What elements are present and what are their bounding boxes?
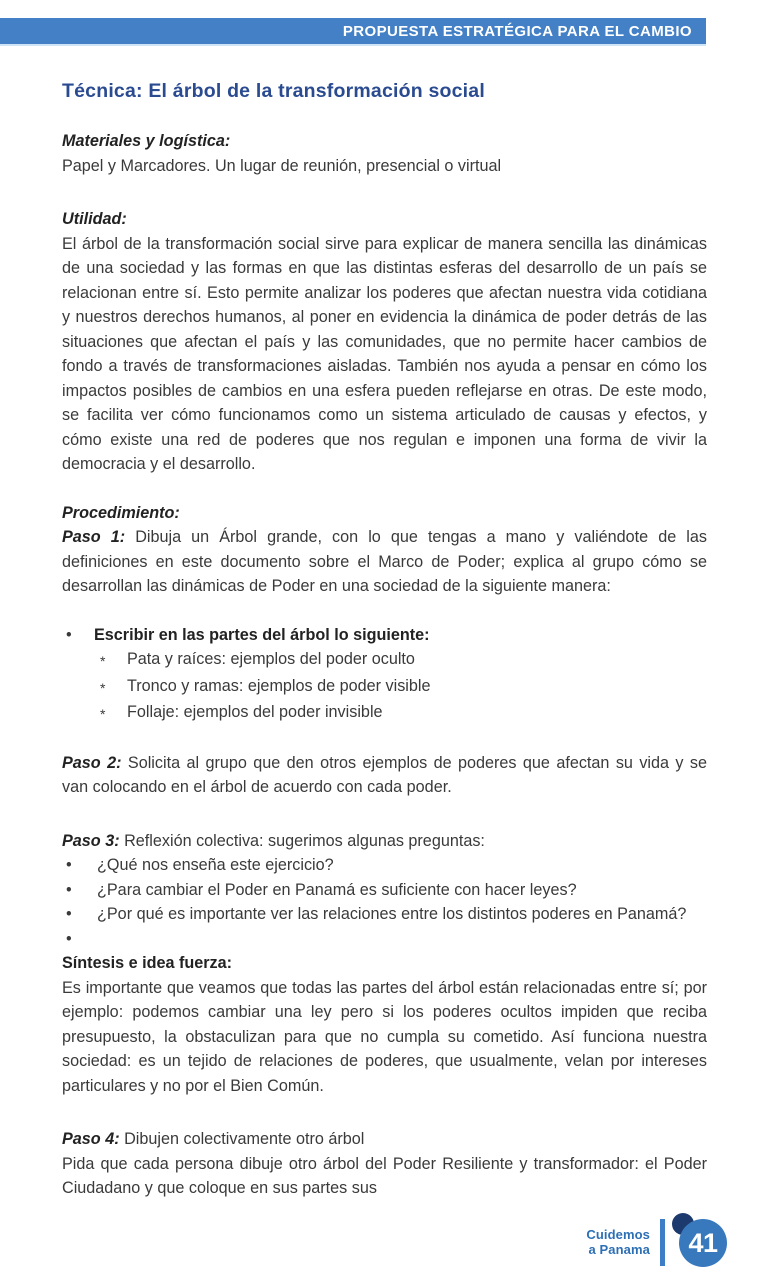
asterisk-marker: * xyxy=(100,653,106,669)
spacer xyxy=(62,178,707,207)
asterisk-marker: * xyxy=(100,679,106,696)
bullet-marker: • xyxy=(66,880,72,899)
paso1-label: Paso 1: xyxy=(62,528,126,546)
asterisk-marker: * xyxy=(100,706,106,722)
bullet-marker: • xyxy=(66,856,72,874)
utilidad-heading: Utilidad: xyxy=(62,210,127,228)
arbol-list-item-text: Follaje: ejemplos del poder invisible xyxy=(127,703,383,721)
paso3-body: Reflexión colectiva: sugerimos algunas preguntas: xyxy=(124,831,485,850)
materiales-body: Papel y Marcadores. Un lugar de reunión, presencial o virtual xyxy=(62,156,502,175)
bullet-marker: • xyxy=(66,625,72,644)
footer-logo-text xyxy=(586,1227,650,1257)
utilidad-body: El árbol de la transformación social sirve para explicar de manera sencilla las dinámicas de una sociedad y las formas en que las distintas esferas del desarrollo de un país se relacionan entre sí. Esto permite analizar los poderes que afectan nuestra vida cotidiana y nuestros derechos humanos, al poner en evidencia la dinámica de poder detrás de las situaciones que afectan el país y las comunidades, que no permite hacer cambios de fondo a través de transformaciones aisladas. También nos ayuda a pensar en cómo los impactos posibles de cambios en una esfera pueden reflejarse en otras. De este modo, se facilita ver cómo funcionamos como un sistema articulado de causas y efectos, y cómo existe una red de poderes que nos regulan e imponen una forma de vivir la democracia y el desarrollo. xyxy=(62,234,707,473)
paso3-label: Paso 3: xyxy=(62,831,120,850)
spacer xyxy=(62,477,707,501)
spacer xyxy=(62,727,707,751)
procedimiento-heading: Procedimiento: xyxy=(62,503,180,522)
page-number: 41 xyxy=(688,1227,718,1258)
paso2-body: Solicita al grupo que den otros ejemplos de poderes que afectan su vida y se van colocando en el árbol de acuerdo con cada poder. xyxy=(62,753,707,796)
spacer xyxy=(62,800,707,829)
paso3-question-text: ¿Qué nos enseña este ejercicio? xyxy=(97,856,334,874)
paso3-question-text: ¿Por qué es importante ver las relaciones entre los distintos poderes en Panamá? xyxy=(97,905,687,923)
sintesis-heading: Síntesis e idea fuerza: xyxy=(62,954,233,972)
empty-bullet-row xyxy=(62,927,707,952)
footer xyxy=(586,1216,727,1268)
footer-logo-line2: a Panama xyxy=(588,1242,650,1257)
page-content xyxy=(62,80,707,1201)
arbol-list-item-text: Tronco y ramas: ejemplos de poder visible xyxy=(127,676,431,695)
arbol-list-item xyxy=(62,700,707,727)
page-title: Técnica: El árbol de la transformación social xyxy=(62,80,485,102)
badge-circle xyxy=(679,1219,727,1267)
arbol-list-item xyxy=(62,647,707,674)
header-banner xyxy=(0,18,706,46)
paso2-label: Paso 2: xyxy=(62,753,122,772)
paso3-question-text: ¿Para cambiar el Poder en Panamá es suficiente con hacer leyes? xyxy=(97,880,577,899)
spacer xyxy=(62,1098,707,1127)
paso4-intro-row xyxy=(62,1127,707,1152)
sintesis-body: Es importante que veamos que todas las partes del árbol están relacionadas entre sí; por ejemplo: podemos cambiar una ley pero si los poderes ocultos impiden que reciba presupuesto, la obstaculizan para que no cumpla su cometido. Así funciona nuestra sociedad: es un tejido de relaciones de poderes, que usualmente, velan por intereses particulares y no por el Bien Común. xyxy=(62,978,707,1095)
paso1-body: Dibuja un Árbol grande, con lo que tengas a mano y valiéndote de las definiciones en este documento sobre el Marco de Poder; explica al grupo cómo se desarrollan las dinámicas de Poder en una sociedad de la siguiente manera: xyxy=(62,528,707,595)
header-banner-text: PROPUESTA ESTRATÉGICA PARA EL CAMBIO xyxy=(342,22,692,40)
paso3-question xyxy=(62,853,707,878)
paso3-question xyxy=(62,878,707,903)
arbol-list-item-text: Pata y raíces: ejemplos del poder oculto xyxy=(127,650,415,668)
paso3-paragraph xyxy=(62,829,707,854)
arbol-list-heading-row xyxy=(62,623,707,648)
page-number-badge xyxy=(674,1216,727,1268)
paso4-body: Pida que cada persona dibuje otro árbol del Poder Resiliente y transformador: el Poder Ciudadano y que coloque en sus partes sus xyxy=(62,1154,707,1197)
bullet-marker: • xyxy=(66,905,72,923)
arbol-list-item xyxy=(62,674,707,701)
paso4-label: Paso 4: xyxy=(62,1130,120,1148)
footer-logo-line1: Cuidemos xyxy=(586,1227,650,1242)
paso4-intro: Dibujen colectivamente otro árbol xyxy=(124,1130,365,1148)
materiales-heading: Materiales y logística: xyxy=(62,132,231,150)
paso1-paragraph xyxy=(62,525,707,599)
paso3-question xyxy=(62,902,707,927)
bullet-marker: • xyxy=(66,929,72,948)
paso2-paragraph xyxy=(62,751,707,800)
spacer xyxy=(62,599,707,623)
arbol-list-heading: Escribir en las partes del árbol lo siguiente: xyxy=(94,625,430,644)
footer-divider xyxy=(660,1219,665,1266)
